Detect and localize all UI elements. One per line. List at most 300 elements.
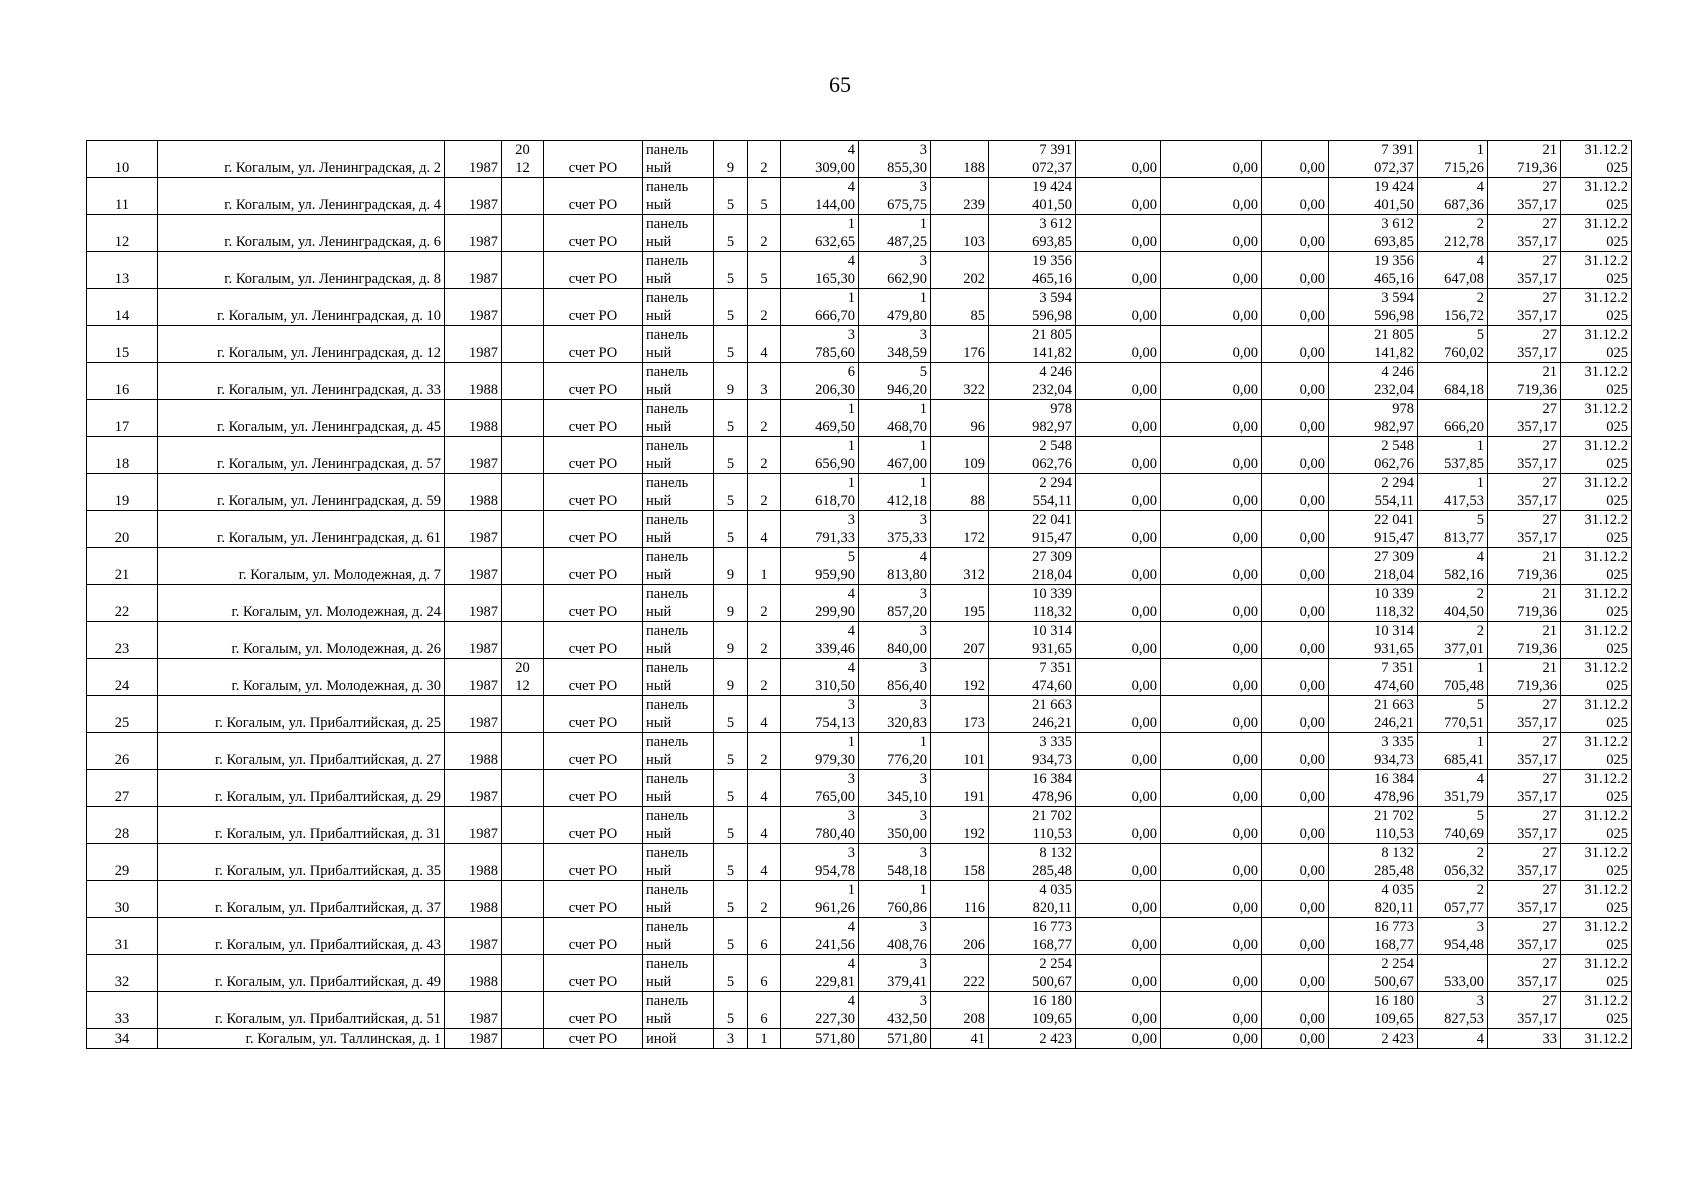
- cell-z3: 0,00: [1262, 696, 1329, 733]
- cell-per-m2: 4 582,16: [1418, 548, 1488, 585]
- cell-z1: 0,00: [1076, 844, 1161, 881]
- cell-total: 22 041 915,47: [1329, 511, 1418, 548]
- cell-people: 101: [931, 733, 989, 770]
- cell-year: 1987: [445, 326, 502, 363]
- cell-area2: 1 487,25: [859, 215, 931, 252]
- cell-date: 31.12.2 025: [1561, 881, 1632, 918]
- cell-z2: 0,00: [1161, 881, 1262, 918]
- cell-limit: 27 357,17: [1488, 511, 1561, 548]
- cell-cost: 27 309 218,04: [989, 548, 1076, 585]
- cell-z1: 0,00: [1076, 178, 1161, 215]
- cell-z3: 0,00: [1262, 585, 1329, 622]
- cell-z2: 0,00: [1161, 437, 1262, 474]
- cell-people: 202: [931, 252, 989, 289]
- cell-wall: панель ный: [643, 400, 714, 437]
- cell-address: г. Когалым, ул. Ленинградская, д. 45: [158, 400, 445, 437]
- table-row: [87, 1029, 1632, 1049]
- cell-area2: 4 813,80: [859, 548, 931, 585]
- cell-floors: 3: [714, 1029, 748, 1049]
- cell-cost: 2 294 554,11: [989, 474, 1076, 511]
- cell-n: 13: [87, 252, 158, 289]
- cell-per-m2: 666,20: [1418, 400, 1488, 437]
- cell-area1: 1 666,70: [781, 289, 859, 326]
- cell-n: 12: [87, 215, 158, 252]
- cell-z2: 0,00: [1161, 178, 1262, 215]
- cell-people: 222: [931, 955, 989, 992]
- cell-y2: [502, 992, 544, 1029]
- cell-z3: 0,00: [1262, 474, 1329, 511]
- cell-date: 31.12.2 025: [1561, 252, 1632, 289]
- cell-date: 31.12.2 025: [1561, 918, 1632, 955]
- cell-year: 1987: [445, 1029, 502, 1049]
- cell-z1: 0,00: [1076, 770, 1161, 807]
- cell-entr: 6: [748, 955, 781, 992]
- cell-z3: 0,00: [1262, 918, 1329, 955]
- cell-people: 41: [931, 1029, 989, 1049]
- cell-address: г. Когалым, ул. Ленинградская, д. 57: [158, 437, 445, 474]
- cell-n: 27: [87, 770, 158, 807]
- table-row: [87, 585, 1632, 622]
- cell-total: 978 982,97: [1329, 400, 1418, 437]
- cell-area1: 571,80: [781, 1029, 859, 1049]
- cell-address: г. Когалым, ул. Молодежная, д. 24: [158, 585, 445, 622]
- cell-area2: 571,80: [859, 1029, 931, 1049]
- table-row: [87, 955, 1632, 992]
- cell-per-m2: 3 954,48: [1418, 918, 1488, 955]
- cell-z1: 0,00: [1076, 215, 1161, 252]
- cell-area2: 1 479,80: [859, 289, 931, 326]
- table-row: [87, 326, 1632, 363]
- cell-total: 7 351 474,60: [1329, 659, 1418, 696]
- cell-area2: 3 408,76: [859, 918, 931, 955]
- cell-per-m2: 4 647,08: [1418, 252, 1488, 289]
- cell-z3: 0,00: [1262, 141, 1329, 178]
- cell-cost: 21 805 141,82: [989, 326, 1076, 363]
- cell-method: счет РО: [544, 807, 643, 844]
- cell-entr: 4: [748, 696, 781, 733]
- cell-year: 1988: [445, 363, 502, 400]
- cell-floors: 9: [714, 548, 748, 585]
- cell-area1: 3 780,40: [781, 807, 859, 844]
- cell-people: 192: [931, 659, 989, 696]
- table-row: [87, 474, 1632, 511]
- cell-wall: иной: [643, 1029, 714, 1049]
- cell-year: 1988: [445, 844, 502, 881]
- cell-address: г. Когалым, ул. Ленинградская, д. 8: [158, 252, 445, 289]
- cell-z2: 0,00: [1161, 474, 1262, 511]
- cell-floors: 9: [714, 622, 748, 659]
- cell-date: 31.12.2 025: [1561, 474, 1632, 511]
- cell-area2: 3 662,90: [859, 252, 931, 289]
- cell-people: 192: [931, 807, 989, 844]
- cell-n: 21: [87, 548, 158, 585]
- cell-limit: 21 719,36: [1488, 363, 1561, 400]
- cell-wall: панель ный: [643, 141, 714, 178]
- cell-method: счет РО: [544, 881, 643, 918]
- cell-z1: 0,00: [1076, 437, 1161, 474]
- cell-z3: 0,00: [1262, 215, 1329, 252]
- cell-entr: 2: [748, 400, 781, 437]
- cell-area1: 4 144,00: [781, 178, 859, 215]
- cell-area2: 1 760,86: [859, 881, 931, 918]
- cell-z2: 0,00: [1161, 844, 1262, 881]
- cell-method: счет РО: [544, 992, 643, 1029]
- cell-limit: 27 357,17: [1488, 881, 1561, 918]
- cell-per-m2: 1 685,41: [1418, 733, 1488, 770]
- cell-z3: 0,00: [1262, 844, 1329, 881]
- cell-floors: 5: [714, 992, 748, 1029]
- cell-area1: 4 241,56: [781, 918, 859, 955]
- cell-total: 27 309 218,04: [1329, 548, 1418, 585]
- cell-year: 1987: [445, 511, 502, 548]
- cell-z1: 0,00: [1076, 548, 1161, 585]
- cell-address: г. Когалым, ул. Ленинградская, д. 61: [158, 511, 445, 548]
- cell-limit: 27 357,17: [1488, 215, 1561, 252]
- cell-date: 31.12.2 025: [1561, 326, 1632, 363]
- cell-year: 1987: [445, 807, 502, 844]
- page-number: 65: [829, 72, 851, 97]
- cell-per-m2: 5 740,69: [1418, 807, 1488, 844]
- cell-area2: 3 548,18: [859, 844, 931, 881]
- cell-year: 1988: [445, 733, 502, 770]
- cell-z2: 0,00: [1161, 141, 1262, 178]
- cell-area1: 3 791,33: [781, 511, 859, 548]
- cell-area1: 4 299,90: [781, 585, 859, 622]
- cell-area2: 3 432,50: [859, 992, 931, 1029]
- cell-floors: 5: [714, 696, 748, 733]
- cell-limit: 27 357,17: [1488, 326, 1561, 363]
- cell-z3: 0,00: [1262, 807, 1329, 844]
- cell-method: счет РО: [544, 659, 643, 696]
- cell-area1: 4 310,50: [781, 659, 859, 696]
- cell-cost: 7 351 474,60: [989, 659, 1076, 696]
- cell-n: 19: [87, 474, 158, 511]
- cell-area1: 1 618,70: [781, 474, 859, 511]
- cell-z3: 0,00: [1262, 326, 1329, 363]
- cell-cost: 21 702 110,53: [989, 807, 1076, 844]
- cell-z3: 0,00: [1262, 437, 1329, 474]
- cell-total: 3 594 596,98: [1329, 289, 1418, 326]
- cell-year: 1987: [445, 696, 502, 733]
- cell-area2: 3 856,40: [859, 659, 931, 696]
- table-row: [87, 659, 1632, 696]
- cell-address: г. Когалым, ул. Прибалтийская, д. 51: [158, 992, 445, 1029]
- cell-floors: 5: [714, 844, 748, 881]
- cell-area1: 1 961,26: [781, 881, 859, 918]
- cell-z2: 0,00: [1161, 696, 1262, 733]
- cell-limit: 27 357,17: [1488, 400, 1561, 437]
- cell-method: счет РО: [544, 548, 643, 585]
- cell-date: 31.12.2 025: [1561, 289, 1632, 326]
- cell-z2: 0,00: [1161, 1029, 1262, 1049]
- cell-date: 31.12.2: [1561, 1029, 1632, 1049]
- cell-y2: [502, 918, 544, 955]
- cell-z3: 0,00: [1262, 289, 1329, 326]
- table-row: [87, 992, 1632, 1029]
- cell-wall: панель ный: [643, 548, 714, 585]
- cell-z3: 0,00: [1262, 955, 1329, 992]
- cell-date: 31.12.2 025: [1561, 363, 1632, 400]
- cell-address: г. Когалым, ул. Молодежная, д. 30: [158, 659, 445, 696]
- cell-area1: 6 206,30: [781, 363, 859, 400]
- cell-area2: 3 320,83: [859, 696, 931, 733]
- cell-address: г. Когалым, ул. Молодежная, д. 26: [158, 622, 445, 659]
- table-row: [87, 289, 1632, 326]
- cell-floors: 5: [714, 400, 748, 437]
- cell-date: 31.12.2 025: [1561, 807, 1632, 844]
- cell-z2: 0,00: [1161, 511, 1262, 548]
- cell-method: счет РО: [544, 363, 643, 400]
- cell-per-m2: 2 404,50: [1418, 585, 1488, 622]
- cell-limit: 27 357,17: [1488, 252, 1561, 289]
- cell-limit: 21 719,36: [1488, 622, 1561, 659]
- cell-wall: панель ный: [643, 770, 714, 807]
- cell-wall: панель ный: [643, 881, 714, 918]
- cell-date: 31.12.2 025: [1561, 437, 1632, 474]
- cell-address: г. Когалым, ул. Прибалтийская, д. 31: [158, 807, 445, 844]
- cell-z1: 0,00: [1076, 252, 1161, 289]
- cell-y2: [502, 844, 544, 881]
- cell-n: 23: [87, 622, 158, 659]
- cell-date: 31.12.2 025: [1561, 178, 1632, 215]
- cell-z3: 0,00: [1262, 511, 1329, 548]
- cell-limit: 21 719,36: [1488, 585, 1561, 622]
- cell-total: 16 180 109,65: [1329, 992, 1418, 1029]
- cell-y2: [502, 955, 544, 992]
- cell-wall: панель ный: [643, 659, 714, 696]
- cell-y2: [502, 696, 544, 733]
- cell-cost: 4 246 232,04: [989, 363, 1076, 400]
- cell-z2: 0,00: [1161, 622, 1262, 659]
- cell-floors: 9: [714, 659, 748, 696]
- cell-floors: 5: [714, 437, 748, 474]
- cell-floors: 5: [714, 511, 748, 548]
- cell-wall: панель ный: [643, 918, 714, 955]
- cell-area2: 5 946,20: [859, 363, 931, 400]
- cell-area1: 3 785,60: [781, 326, 859, 363]
- cell-method: счет РО: [544, 1029, 643, 1049]
- cell-date: 31.12.2 025: [1561, 215, 1632, 252]
- cell-n: 28: [87, 807, 158, 844]
- cell-people: 322: [931, 363, 989, 400]
- cell-per-m2: 1 417,53: [1418, 474, 1488, 511]
- cell-area2: 3 345,10: [859, 770, 931, 807]
- cell-y2: [502, 363, 544, 400]
- cell-floors: 5: [714, 733, 748, 770]
- cell-year: 1988: [445, 881, 502, 918]
- cell-year: 1987: [445, 252, 502, 289]
- cell-per-m2: 5 760,02: [1418, 326, 1488, 363]
- cell-n: 34: [87, 1029, 158, 1049]
- cell-limit: 27 357,17: [1488, 474, 1561, 511]
- cell-wall: панель ный: [643, 289, 714, 326]
- cell-y2: [502, 326, 544, 363]
- cell-entr: 2: [748, 622, 781, 659]
- cell-floors: 5: [714, 918, 748, 955]
- cell-address: г. Когалым, ул. Ленинградская, д. 33: [158, 363, 445, 400]
- cell-n: 16: [87, 363, 158, 400]
- cell-cost: 10 314 931,65: [989, 622, 1076, 659]
- cell-area1: 1 469,50: [781, 400, 859, 437]
- cell-floors: 5: [714, 770, 748, 807]
- cell-method: счет РО: [544, 141, 643, 178]
- cell-z1: 0,00: [1076, 881, 1161, 918]
- cell-per-m2: 2 156,72: [1418, 289, 1488, 326]
- cell-wall: панель ный: [643, 363, 714, 400]
- cell-limit: 27 357,17: [1488, 178, 1561, 215]
- cell-entr: 2: [748, 289, 781, 326]
- cell-y2: [502, 733, 544, 770]
- cell-y2: [502, 807, 544, 844]
- cell-cost: 19 356 465,16: [989, 252, 1076, 289]
- cell-cost: 3 594 596,98: [989, 289, 1076, 326]
- cell-y2: [502, 548, 544, 585]
- cell-area1: 1 979,30: [781, 733, 859, 770]
- cell-people: 116: [931, 881, 989, 918]
- cell-z3: 0,00: [1262, 992, 1329, 1029]
- cell-method: счет РО: [544, 770, 643, 807]
- cell-total: 10 314 931,65: [1329, 622, 1418, 659]
- cell-limit: 27 357,17: [1488, 437, 1561, 474]
- cell-per-m2: 2 212,78: [1418, 215, 1488, 252]
- cell-limit: 27 357,17: [1488, 844, 1561, 881]
- cell-z1: 0,00: [1076, 511, 1161, 548]
- cell-y2: [502, 770, 544, 807]
- cell-n: 24: [87, 659, 158, 696]
- cell-floors: 9: [714, 363, 748, 400]
- cell-limit: 27 357,17: [1488, 733, 1561, 770]
- cell-people: 195: [931, 585, 989, 622]
- cell-y2: [502, 511, 544, 548]
- table-row: [87, 696, 1632, 733]
- cell-year: 1987: [445, 437, 502, 474]
- cell-z2: 0,00: [1161, 992, 1262, 1029]
- cell-wall: панель ный: [643, 474, 714, 511]
- cell-address: г. Когалым, ул. Ленинградская, д. 59: [158, 474, 445, 511]
- cell-area2: 1 412,18: [859, 474, 931, 511]
- cell-n: 17: [87, 400, 158, 437]
- table-row: [87, 770, 1632, 807]
- cell-limit: 27 357,17: [1488, 696, 1561, 733]
- table-row: [87, 918, 1632, 955]
- cell-floors: 9: [714, 585, 748, 622]
- cell-z1: 0,00: [1076, 955, 1161, 992]
- cell-z2: 0,00: [1161, 326, 1262, 363]
- cell-z2: 0,00: [1161, 733, 1262, 770]
- cell-entr: 1: [748, 548, 781, 585]
- cell-entr: 2: [748, 585, 781, 622]
- cell-year: 1987: [445, 918, 502, 955]
- cell-per-m2: 4 687,36: [1418, 178, 1488, 215]
- cell-z1: 0,00: [1076, 696, 1161, 733]
- cell-area2: 3 840,00: [859, 622, 931, 659]
- cell-total: 19 424 401,50: [1329, 178, 1418, 215]
- table-row: [87, 141, 1632, 178]
- cell-people: 208: [931, 992, 989, 1029]
- cell-z1: 0,00: [1076, 474, 1161, 511]
- cell-z1: 0,00: [1076, 807, 1161, 844]
- cell-area1: 4 229,81: [781, 955, 859, 992]
- cell-limit: 33: [1488, 1029, 1561, 1049]
- cell-limit: 27 357,17: [1488, 807, 1561, 844]
- cell-wall: панель ный: [643, 955, 714, 992]
- cell-n: 32: [87, 955, 158, 992]
- cell-people: 88: [931, 474, 989, 511]
- cell-z1: 0,00: [1076, 918, 1161, 955]
- cell-z3: 0,00: [1262, 548, 1329, 585]
- cell-people: 191: [931, 770, 989, 807]
- table-row: [87, 844, 1632, 881]
- cell-entr: 2: [748, 881, 781, 918]
- cell-people: 172: [931, 511, 989, 548]
- cell-z2: 0,00: [1161, 955, 1262, 992]
- cell-z3: 0,00: [1262, 178, 1329, 215]
- cell-wall: панель ный: [643, 844, 714, 881]
- cell-total: 16 384 478,96: [1329, 770, 1418, 807]
- cell-z2: 0,00: [1161, 659, 1262, 696]
- cell-y2: [502, 1029, 544, 1049]
- cell-year: 1987: [445, 585, 502, 622]
- cell-year: 1988: [445, 955, 502, 992]
- cell-per-m2: 3 827,53: [1418, 992, 1488, 1029]
- table-row: [87, 511, 1632, 548]
- cell-total: 2 294 554,11: [1329, 474, 1418, 511]
- table-row: [87, 548, 1632, 585]
- cell-method: счет РО: [544, 733, 643, 770]
- cell-wall: панель ный: [643, 585, 714, 622]
- cell-total: 4 246 232,04: [1329, 363, 1418, 400]
- cell-floors: 5: [714, 955, 748, 992]
- cell-entr: 2: [748, 659, 781, 696]
- cell-y2: [502, 178, 544, 215]
- cell-floors: 9: [714, 141, 748, 178]
- cell-per-m2: 1 705,48: [1418, 659, 1488, 696]
- table-row: [87, 437, 1632, 474]
- cell-z2: 0,00: [1161, 215, 1262, 252]
- cell-entr: 4: [748, 807, 781, 844]
- cell-area2: 1 468,70: [859, 400, 931, 437]
- cell-year: 1987: [445, 622, 502, 659]
- cell-area1: 3 765,00: [781, 770, 859, 807]
- cell-wall: панель ный: [643, 733, 714, 770]
- cell-entr: 2: [748, 733, 781, 770]
- cell-address: г. Когалым, ул. Прибалтийская, д. 29: [158, 770, 445, 807]
- cell-area1: 4 165,30: [781, 252, 859, 289]
- cell-total: 10 339 118,32: [1329, 585, 1418, 622]
- cell-area2: 3 857,20: [859, 585, 931, 622]
- cell-per-m2: 4 351,79: [1418, 770, 1488, 807]
- cell-wall: панель ный: [643, 807, 714, 844]
- cell-per-m2: 2 377,01: [1418, 622, 1488, 659]
- cell-date: 31.12.2 025: [1561, 141, 1632, 178]
- cell-z3: 0,00: [1262, 770, 1329, 807]
- cell-cost: 4 035 820,11: [989, 881, 1076, 918]
- cell-method: счет РО: [544, 289, 643, 326]
- cell-y2: 20 12: [502, 659, 544, 696]
- cell-year: 1988: [445, 474, 502, 511]
- cell-date: 31.12.2 025: [1561, 844, 1632, 881]
- cell-cost: 10 339 118,32: [989, 585, 1076, 622]
- cell-n: 15: [87, 326, 158, 363]
- cell-area1: 4 339,46: [781, 622, 859, 659]
- table-row: [87, 178, 1632, 215]
- cell-year: 1987: [445, 770, 502, 807]
- cell-area1: 3 754,13: [781, 696, 859, 733]
- cell-total: 3 612 693,85: [1329, 215, 1418, 252]
- cell-total: 21 805 141,82: [1329, 326, 1418, 363]
- cell-people: 103: [931, 215, 989, 252]
- cell-total: 2 254 500,67: [1329, 955, 1418, 992]
